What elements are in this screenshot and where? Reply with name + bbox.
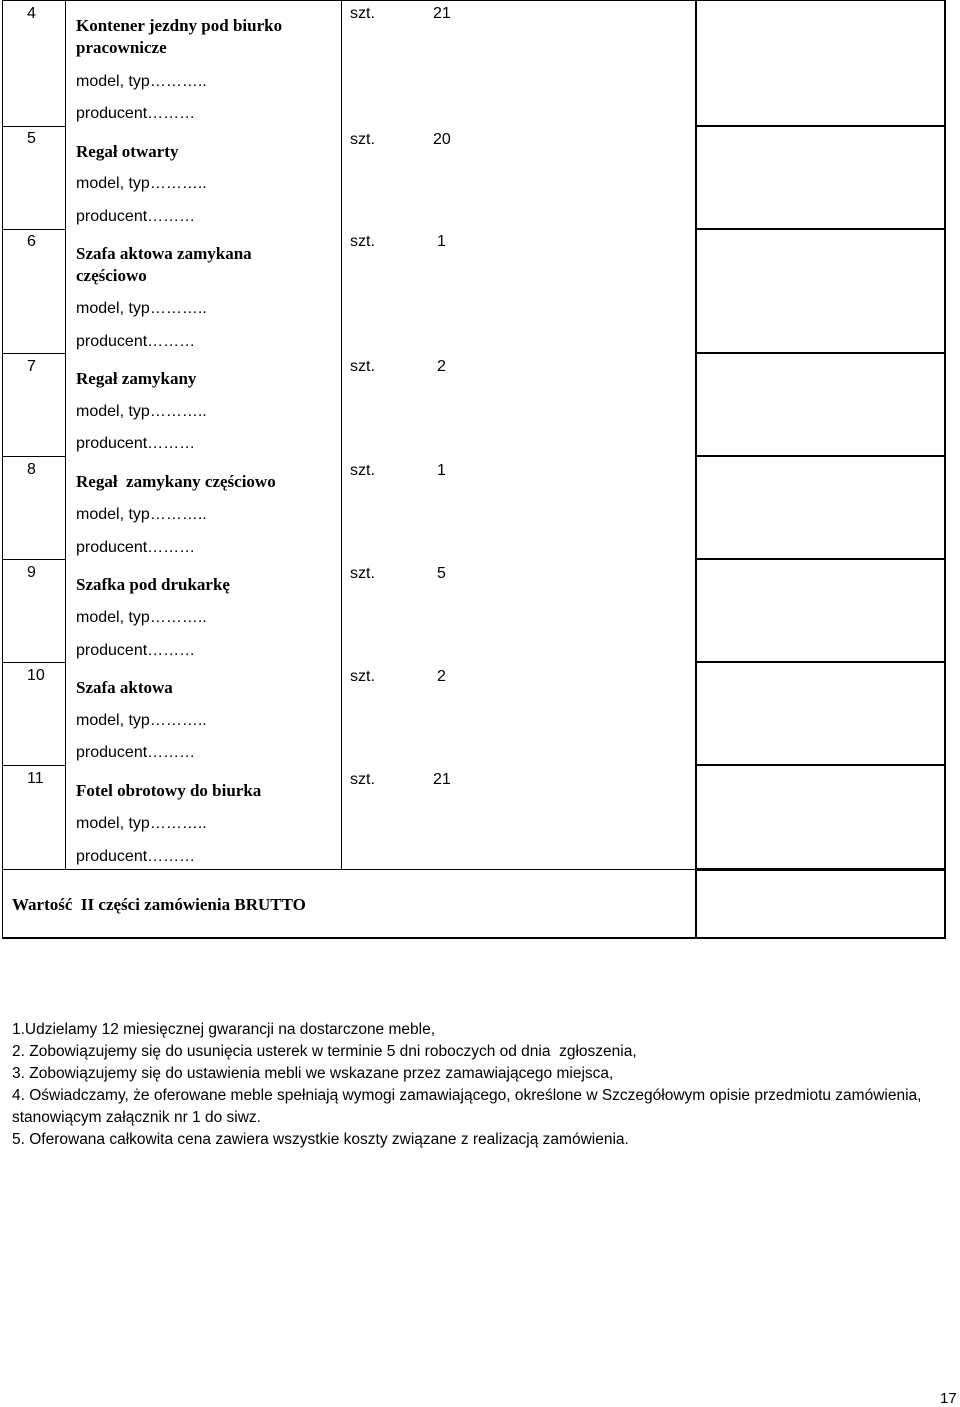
- item-model: model, typ………..: [76, 609, 207, 626]
- item-unit: szt.: [350, 771, 375, 788]
- item-model: model, typ………..: [76, 815, 207, 832]
- row-number: 7: [27, 358, 36, 375]
- item-producent: producent………: [76, 848, 196, 865]
- item-quantity: 2: [437, 358, 446, 375]
- item-producent: producent………: [76, 333, 196, 350]
- item-quantity: 5: [437, 565, 446, 582]
- total-label: Wartość II części zamówienia BRUTTO: [12, 895, 306, 914]
- item-name: Szafka pod drukarkę: [76, 575, 230, 594]
- item-model: model, typ………..: [76, 73, 207, 90]
- item-quantity: 2: [437, 668, 446, 685]
- col-divider-value: [695, 0, 697, 937]
- notes-section: [12, 1019, 942, 1151]
- item-name: Regał zamykany częściowo: [76, 472, 276, 491]
- row-number: 11: [27, 770, 44, 787]
- item-producent: producent………: [76, 435, 196, 452]
- row-divider: [695, 661, 946, 663]
- table-border-right: [944, 0, 946, 937]
- row-divider: [2, 559, 65, 560]
- row-divider: [2, 662, 65, 663]
- row-number: 9: [27, 564, 36, 581]
- item-quantity: 21: [433, 5, 451, 22]
- row-number: 8: [27, 461, 36, 478]
- row-number: 6: [27, 233, 36, 250]
- row-number: 4: [27, 5, 36, 22]
- item-producent: producent………: [76, 744, 196, 761]
- note-item: 4. Oświadczamy, że oferowane meble spełniają wymogi zamawiającego, określone w Szczegółowym opisie przedmiotu zamówienia, stanowiącym załącznik nr 1 do siwz.: [12, 1087, 922, 1126]
- item-quantity: 20: [433, 131, 451, 148]
- table-border-bottom: [2, 937, 946, 939]
- item-producent: producent………: [76, 208, 196, 225]
- item-model: model, typ………..: [76, 712, 207, 729]
- note-item: 2. Zobowiązujemy się do usunięcia usterek w terminie 5 dni roboczych od dnia zgłoszenia,: [12, 1043, 637, 1060]
- item-name: Fotel obrotowy do biurka: [76, 781, 262, 800]
- item-quantity: 1: [437, 462, 446, 479]
- item-name: Kontener jezdny pod biurko pracownicze: [76, 16, 283, 57]
- item-name: Szafa aktowa: [76, 678, 173, 697]
- item-unit: szt.: [350, 131, 375, 148]
- item-unit: szt.: [350, 462, 375, 479]
- row-number: 5: [27, 130, 36, 147]
- item-producent: producent………: [76, 539, 196, 556]
- item-unit: szt.: [350, 233, 375, 250]
- table-border-top: [2, 0, 946, 1]
- item-unit: szt.: [350, 5, 375, 22]
- item-name: Regał zamykany: [76, 369, 197, 388]
- col-divider-number: [65, 0, 66, 870]
- row-divider: [695, 125, 946, 127]
- item-unit: szt.: [350, 358, 375, 375]
- row-divider: [695, 352, 946, 354]
- note-item: 5. Oferowana całkowita cena zawiera wszystkie koszty związane z realizacją zamówienia.: [12, 1131, 629, 1148]
- total-value-cell: [697, 871, 944, 937]
- page-number: 17: [940, 1390, 957, 1407]
- row-divider: [695, 764, 946, 766]
- item-quantity: 1: [437, 233, 446, 250]
- item-name: Regał otwarty: [76, 142, 179, 161]
- item-unit: szt.: [350, 668, 375, 685]
- item-model: model, typ………..: [76, 506, 207, 523]
- col-divider-name: [341, 0, 342, 870]
- row-divider: [2, 126, 65, 127]
- table-border-left: [2, 0, 3, 937]
- row-divider: [695, 455, 946, 457]
- row-divider: [2, 765, 65, 766]
- item-quantity: 21: [433, 771, 451, 788]
- row-divider: [2, 229, 65, 230]
- item-model: model, typ………..: [76, 300, 207, 317]
- item-unit: szt.: [350, 565, 375, 582]
- note-item: 1.Udzielamy 12 miesięcznej gwarancji na dostarczone meble,: [12, 1021, 436, 1038]
- item-model: model, typ………..: [76, 403, 207, 420]
- item-name: Szafa aktowa zamykana częściowo: [76, 244, 252, 285]
- item-producent: producent………: [76, 105, 196, 122]
- row-divider: [695, 558, 946, 560]
- row-divider: [2, 456, 65, 457]
- note-item: 3. Zobowiązujemy się do ustawienia mebli we wskazane przez zamawiającego miejsca,: [12, 1065, 614, 1082]
- row-divider: [695, 228, 946, 230]
- row-number: 10: [27, 667, 45, 684]
- row-divider: [2, 353, 65, 354]
- item-producent: producent………: [76, 642, 196, 659]
- item-model: model, typ………..: [76, 175, 207, 192]
